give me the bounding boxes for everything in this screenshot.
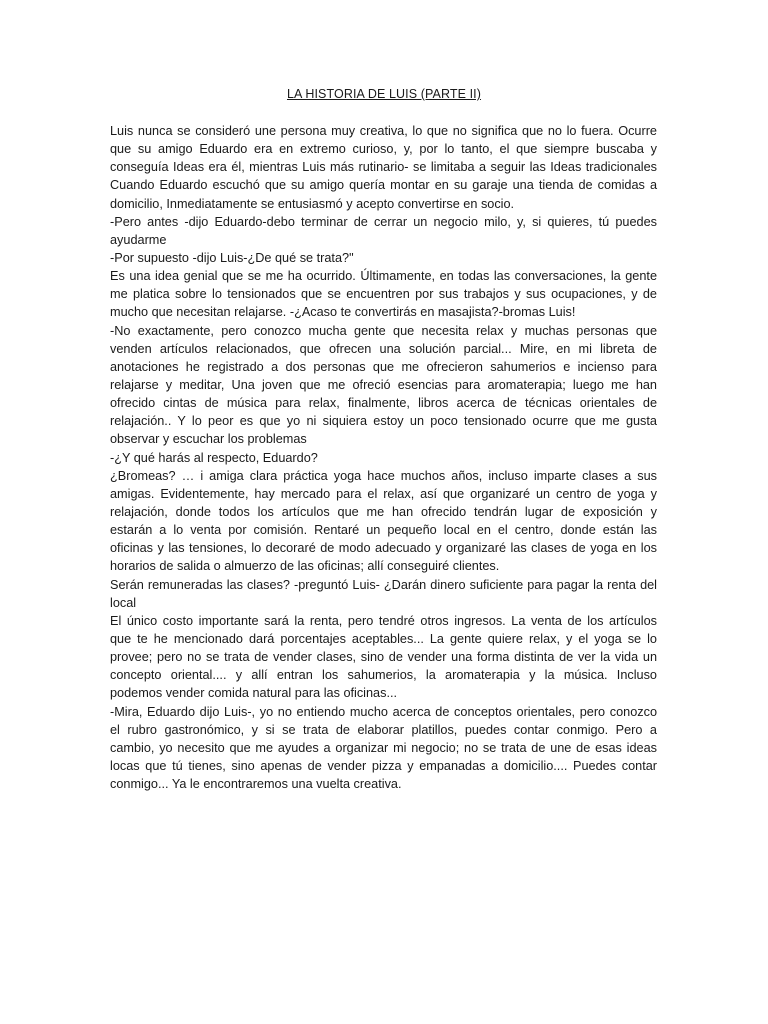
text-line: podemos vender comida natural para las oficinas... bbox=[110, 686, 398, 701]
text-line: Es una idea genial que se me ha ocurrido. Últimamente, en todas las conversaciones, la gente bbox=[110, 269, 657, 284]
text-line: anotaciones he registrado a dos personas que me ofrecieron sahumerios e incienso para bbox=[110, 359, 657, 374]
document-body bbox=[110, 122, 657, 793]
text-line: ofrecido cintas de música para relax, finalmente, libros acerca de técnicas orientales de bbox=[110, 396, 657, 411]
text-line: relajación, donde todos los artículos que me han ofrecido tendrán lugar de exposición y bbox=[110, 504, 657, 519]
text-line: relajación.. Y lo peor es que yo ni siquiera estoy un poco tensionado ocurre que me gusta bbox=[110, 414, 657, 429]
text-line: conmigo... Ya le encontraremos una vuelta creativa. bbox=[110, 777, 402, 792]
text-line: horarios de salida o almuerzo de las oficinas; allí conseguiré clientes. bbox=[110, 559, 500, 574]
text-line: El único costo importante sará la renta, pero tendré otros ingresos. La venta de los artículos bbox=[110, 613, 657, 628]
text-line: mucho que necesitan relajarse. -¿Acaso te convertirás en masajista?-bromas Luis! bbox=[110, 305, 576, 320]
text-line: estarán a lo venta por comisión. Rentaré un pequeño local en el centro, donde están las bbox=[110, 523, 657, 538]
text-line: me platica sobre lo tensionados que se encuentren por sus trabajos y sus ocupaciones, y de bbox=[110, 287, 657, 302]
text-line: Luis nunca se consideró une persona muy creativa, lo que no significa que no lo fuera. Ocurre bbox=[110, 124, 657, 138]
text-line: ¿Bromeas? … i amiga clara práctica yoga hace muchos años, incluso imparte clases a sus bbox=[110, 468, 657, 483]
text-line: cambio, yo necesito que me ayudes a organizar mi negocio; no se trata de une de esas ideas bbox=[110, 740, 657, 755]
text-line: -Mira, Eduardo dijo Luis-, yo no entiendo mucho acerca de conceptos orientales, pero conozco bbox=[110, 704, 657, 719]
text-line: domicilio, Inmediatamente se entusiasmó y acepto convertirse en socio. bbox=[110, 196, 515, 211]
text-line: locas que tú tienes, sino apenas de vender pizza y empanadas a domicilio.... Puedes contar bbox=[110, 758, 657, 773]
text-line: -¿Y qué harás al respecto, Eduardo? bbox=[110, 450, 318, 465]
document-title: LA HISTORIA DE LUIS (PARTE II) bbox=[286, 87, 482, 101]
text-line: el rubro gastronómico, y si se trata de elaborar platillos, puedes contar conmigo. Pero a bbox=[110, 722, 657, 737]
text-line: ayudarme bbox=[110, 232, 167, 247]
text-line: -Por supuesto -dijo Luis-¿De qué se trata?" bbox=[110, 250, 354, 265]
text-line: -Pero antes -dijo Eduardo-debo terminar de cerrar un negocio milo, y, si quieres, tú puedes bbox=[110, 214, 657, 229]
text-line: concepto oriental.... y allí entran los sahumerios, la aromaterapia y la música. Incluso bbox=[110, 668, 657, 683]
text-line: relajarse y meditar, Una joven que me ofreció esencias para aromaterapia; luego me han bbox=[110, 377, 657, 392]
text-line: que su amigo Eduardo era en extremo curioso, y, por lo tanto, el que siempre buscaba y bbox=[110, 142, 657, 157]
text-line: observar y escuchar los problemas bbox=[110, 432, 307, 447]
text-line: que te he mencionado dará porcentajes aceptables... La gente quiere relax, y el yoga se lo bbox=[110, 631, 657, 646]
text-line: oficinas y las tensiones, lo decoraré de modo adecuado y organizaré las clases de yoga en los bbox=[110, 541, 657, 556]
text-line: provee; pero no se trata de vender clases, sino de vender una forma distinta de ver la vida un bbox=[110, 650, 657, 665]
text-line: -No exactamente, pero conozco mucha gente que necesita relax y muchas personas que bbox=[110, 323, 657, 338]
text-line: local bbox=[110, 595, 137, 610]
text-line: amigas. Evidentemente, hay mercado para el relax, así que organizaré un centro de yoga y bbox=[110, 486, 657, 501]
text-line: Serán remuneradas las clases? -preguntó Luis- ¿Darán dinero suficiente para pagar la renta del bbox=[110, 577, 657, 592]
text-line: Cuando Eduardo escuchó que su amigo quería montar en su garaje una tienda de comidas a bbox=[110, 178, 657, 193]
text-line: venden artículos relacionados, que ofrecen una solución parcial... Mire, en mi libreta de bbox=[110, 341, 657, 356]
text-line: conseguía Ideas era él, mientras Luis más rutinario- se limitaba a seguir las Ideas tradicionales bbox=[110, 160, 657, 175]
